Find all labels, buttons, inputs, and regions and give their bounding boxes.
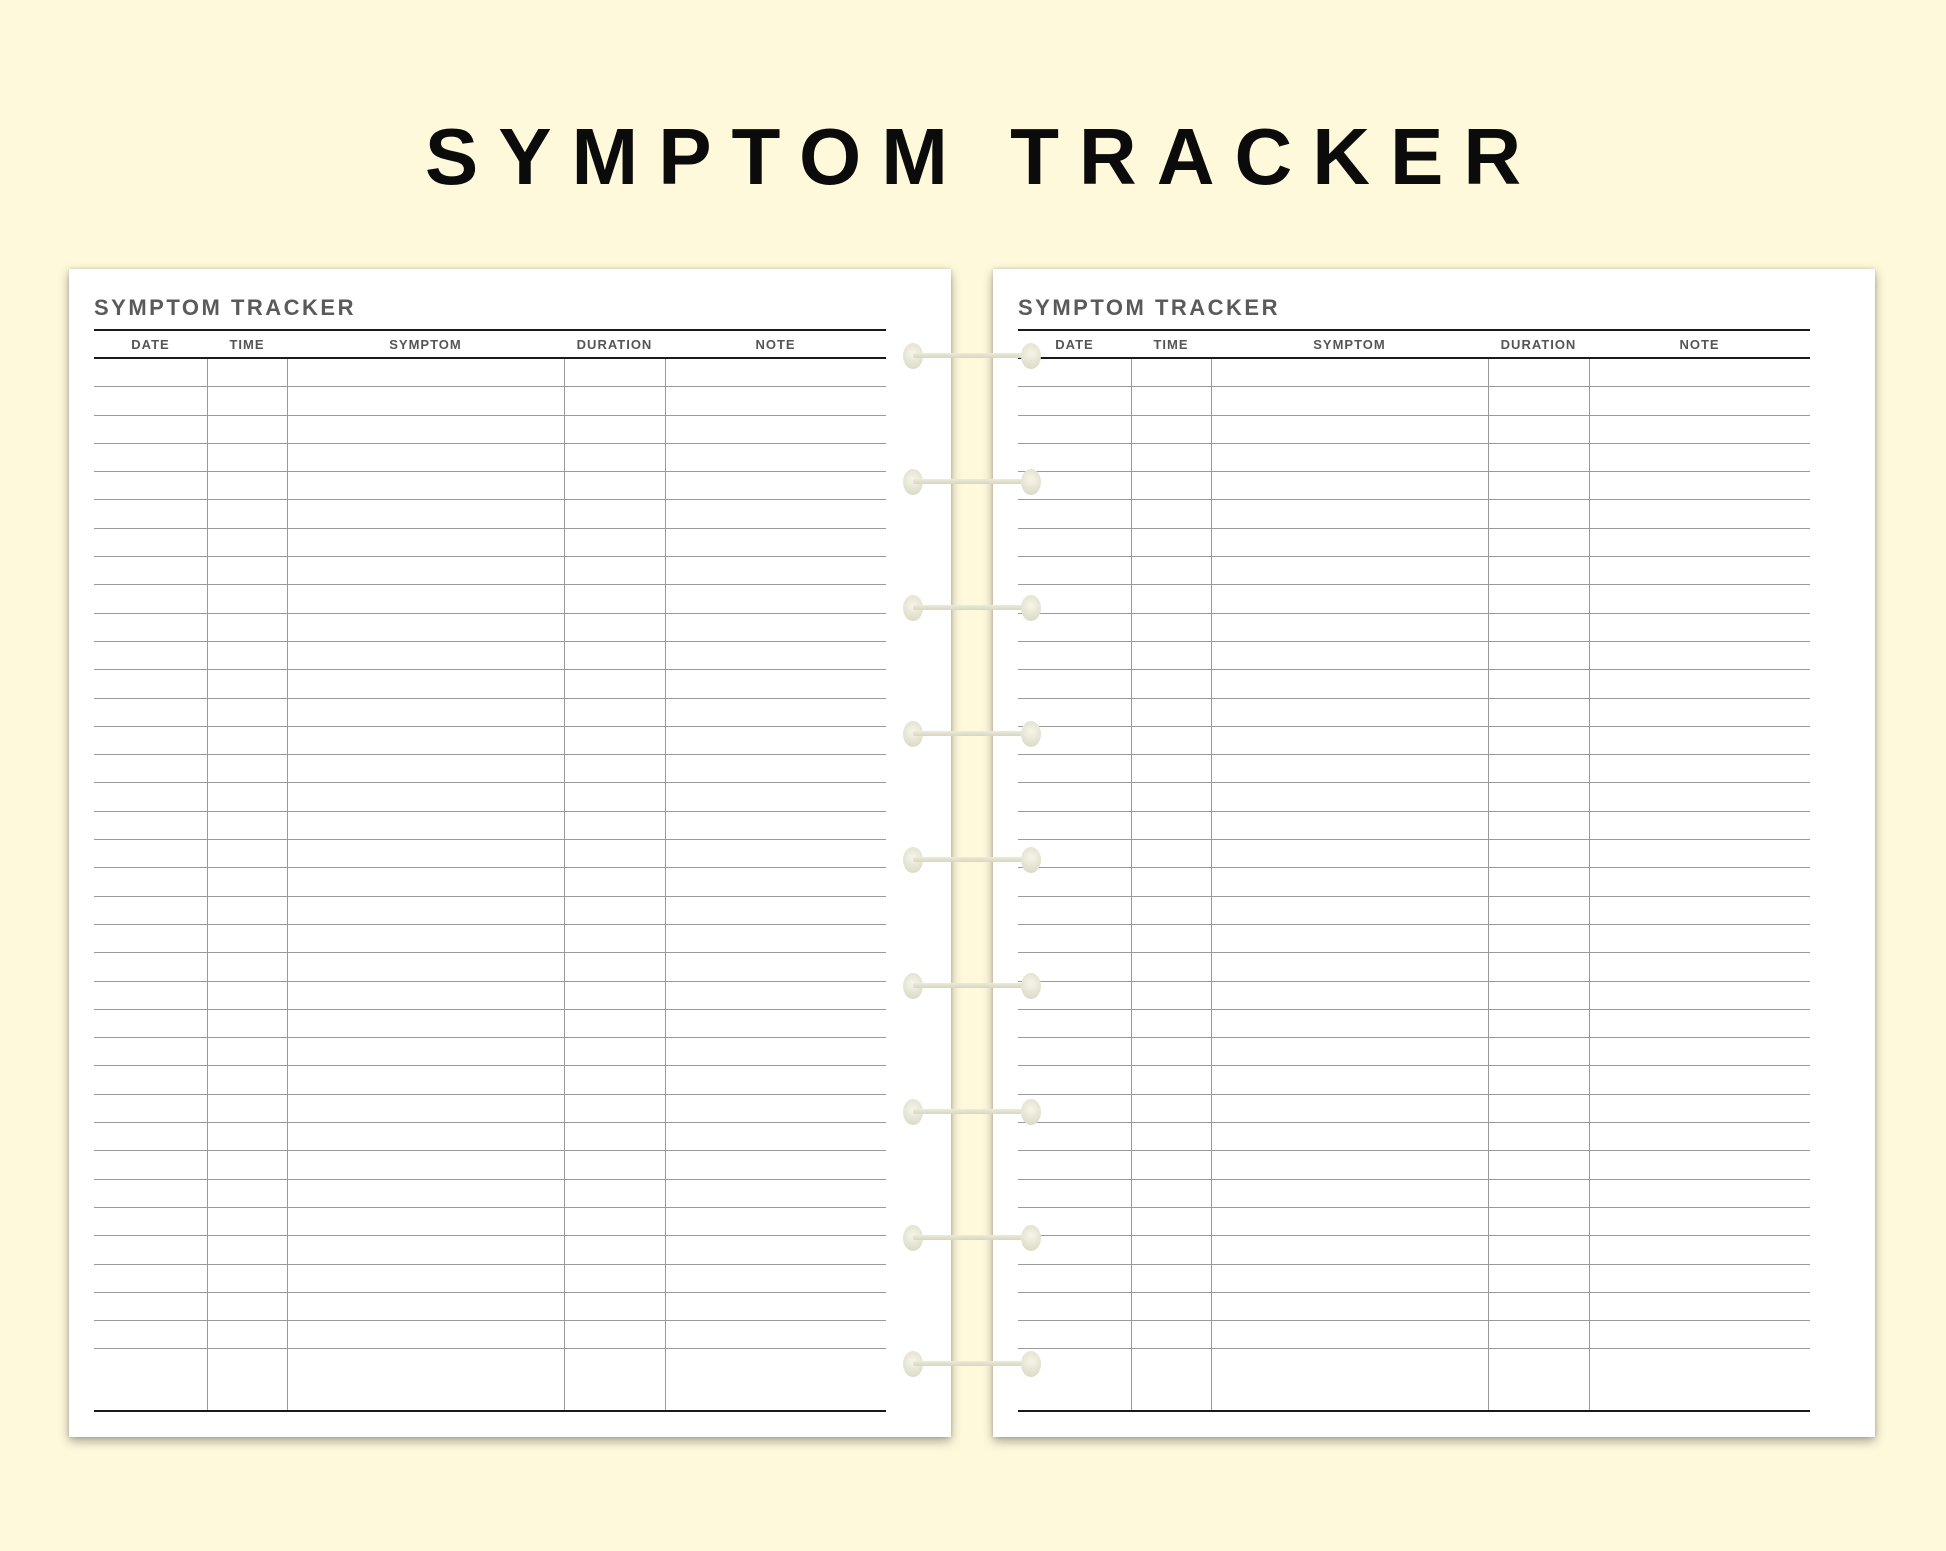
table-row [94, 1151, 886, 1179]
ring-cap [1021, 973, 1041, 999]
ring-bar [913, 1235, 1031, 1240]
table-row [1018, 1066, 1810, 1094]
table-row [1018, 585, 1810, 613]
table-row [94, 1349, 886, 1377]
table-row [94, 614, 886, 642]
binder-ring [903, 721, 1041, 747]
ring-bar [913, 1109, 1031, 1114]
table-row [1018, 1038, 1810, 1066]
binder-ring [903, 1225, 1041, 1251]
column-header-note: NOTE [1679, 337, 1720, 352]
table-row [94, 699, 886, 727]
table-row [1018, 897, 1810, 925]
ring-cap [1021, 847, 1041, 873]
column-header-note: NOTE [755, 337, 796, 352]
table-row [94, 982, 886, 1010]
table-row [94, 1293, 886, 1321]
ring-cap [1021, 469, 1041, 495]
table-row [1018, 925, 1810, 953]
binder-ring [903, 595, 1041, 621]
table-row [94, 444, 886, 472]
sheet-title: SYMPTOM TRACKER [94, 295, 356, 320]
table-row [1018, 1293, 1810, 1321]
column-header-time: TIME [229, 337, 265, 352]
table-row [94, 1236, 886, 1264]
table-row [1018, 812, 1810, 840]
page-title: SYMPTOM TRACKER [424, 112, 1542, 201]
binder-ring [903, 1099, 1041, 1125]
table-row [1018, 755, 1810, 783]
ring-cap [1021, 1099, 1041, 1125]
entry-rows [94, 359, 886, 1378]
header-rule-top [94, 329, 886, 331]
table-row [1018, 387, 1810, 415]
table-row [94, 387, 886, 415]
column-header-date: DATE [1055, 337, 1094, 352]
table-row [1018, 868, 1810, 896]
table-row [94, 953, 886, 981]
table-row [94, 1066, 886, 1094]
column-header-date: DATE [131, 337, 170, 352]
entry-rows [1018, 359, 1810, 1378]
table-row [1018, 982, 1810, 1010]
ring-cap [1021, 1225, 1041, 1251]
table-row [94, 585, 886, 613]
table-row [94, 670, 886, 698]
table-row [94, 1010, 886, 1038]
table-row [94, 868, 886, 896]
binder-ring [903, 469, 1041, 495]
table-row [1018, 670, 1810, 698]
table-row [94, 783, 886, 811]
column-header-duration: DURATION [1500, 337, 1577, 352]
table-row [1018, 472, 1810, 500]
table-row [94, 755, 886, 783]
table-bottom-rule [1018, 1410, 1810, 1412]
column-divider [1211, 359, 1212, 1410]
table-row [94, 812, 886, 840]
ring-bar [913, 1361, 1031, 1366]
table-row [1018, 1123, 1810, 1151]
table-bottom-rule [94, 1410, 886, 1412]
binder-ring [903, 847, 1041, 873]
column-header-time: TIME [1153, 337, 1189, 352]
table-row [1018, 1208, 1810, 1236]
binder-ring [903, 973, 1041, 999]
ring-cap [1021, 343, 1041, 369]
table-row [1018, 1095, 1810, 1123]
binder-ring [903, 343, 1041, 369]
column-divider [287, 359, 288, 1410]
table-row [1018, 1265, 1810, 1293]
table-row [1018, 699, 1810, 727]
table-row [1018, 1010, 1810, 1038]
ring-cap [1021, 721, 1041, 747]
table-row [94, 557, 886, 585]
column-header-symptom: SYMPTOM [1313, 337, 1386, 352]
table-row [94, 642, 886, 670]
column-header-symptom: SYMPTOM [389, 337, 462, 352]
table-row [94, 1321, 886, 1349]
table-row [94, 500, 886, 528]
table-row [1018, 444, 1810, 472]
table-row [94, 416, 886, 444]
table-row [94, 1208, 886, 1236]
table-row [1018, 614, 1810, 642]
table-row [1018, 783, 1810, 811]
table-row [1018, 1236, 1810, 1264]
table-row [94, 529, 886, 557]
column-divider [564, 359, 565, 1410]
ring-cap [1021, 595, 1041, 621]
table-row [94, 1095, 886, 1123]
table-row [94, 1038, 886, 1066]
ring-bar [913, 731, 1031, 736]
table-row [1018, 642, 1810, 670]
table-row [94, 359, 886, 387]
table-row [94, 1123, 886, 1151]
column-divider [207, 359, 208, 1410]
ring-bar [913, 353, 1031, 358]
table-row [94, 840, 886, 868]
table-row [94, 472, 886, 500]
column-divider [1589, 359, 1590, 1410]
ring-bar [913, 479, 1031, 484]
ring-bar [913, 983, 1031, 988]
table-row [1018, 1349, 1810, 1377]
ring-bar [913, 857, 1031, 862]
table-row [94, 1180, 886, 1208]
planner-sheet-left [69, 269, 951, 1437]
table-row [1018, 840, 1810, 868]
table-row [1018, 529, 1810, 557]
table-row [94, 897, 886, 925]
column-divider [665, 359, 666, 1410]
column-divider [1488, 359, 1489, 1410]
ring-cap [1021, 1351, 1041, 1377]
column-divider [1131, 359, 1132, 1410]
table-row [94, 727, 886, 755]
ring-bar [913, 605, 1031, 610]
table-row [1018, 953, 1810, 981]
binder-ring [903, 1351, 1041, 1377]
table-row [1018, 1321, 1810, 1349]
table-row [1018, 1151, 1810, 1179]
table-row [1018, 727, 1810, 755]
table-row [1018, 416, 1810, 444]
table-row [1018, 557, 1810, 585]
planner-sheet-right [993, 269, 1875, 1437]
column-header-duration: DURATION [576, 337, 653, 352]
table-row [1018, 500, 1810, 528]
table-row [1018, 1180, 1810, 1208]
table-row [94, 1265, 886, 1293]
table-row [1018, 359, 1810, 387]
table-row [94, 925, 886, 953]
header-rule-top [1018, 329, 1810, 331]
sheet-title: SYMPTOM TRACKER [1018, 295, 1280, 320]
